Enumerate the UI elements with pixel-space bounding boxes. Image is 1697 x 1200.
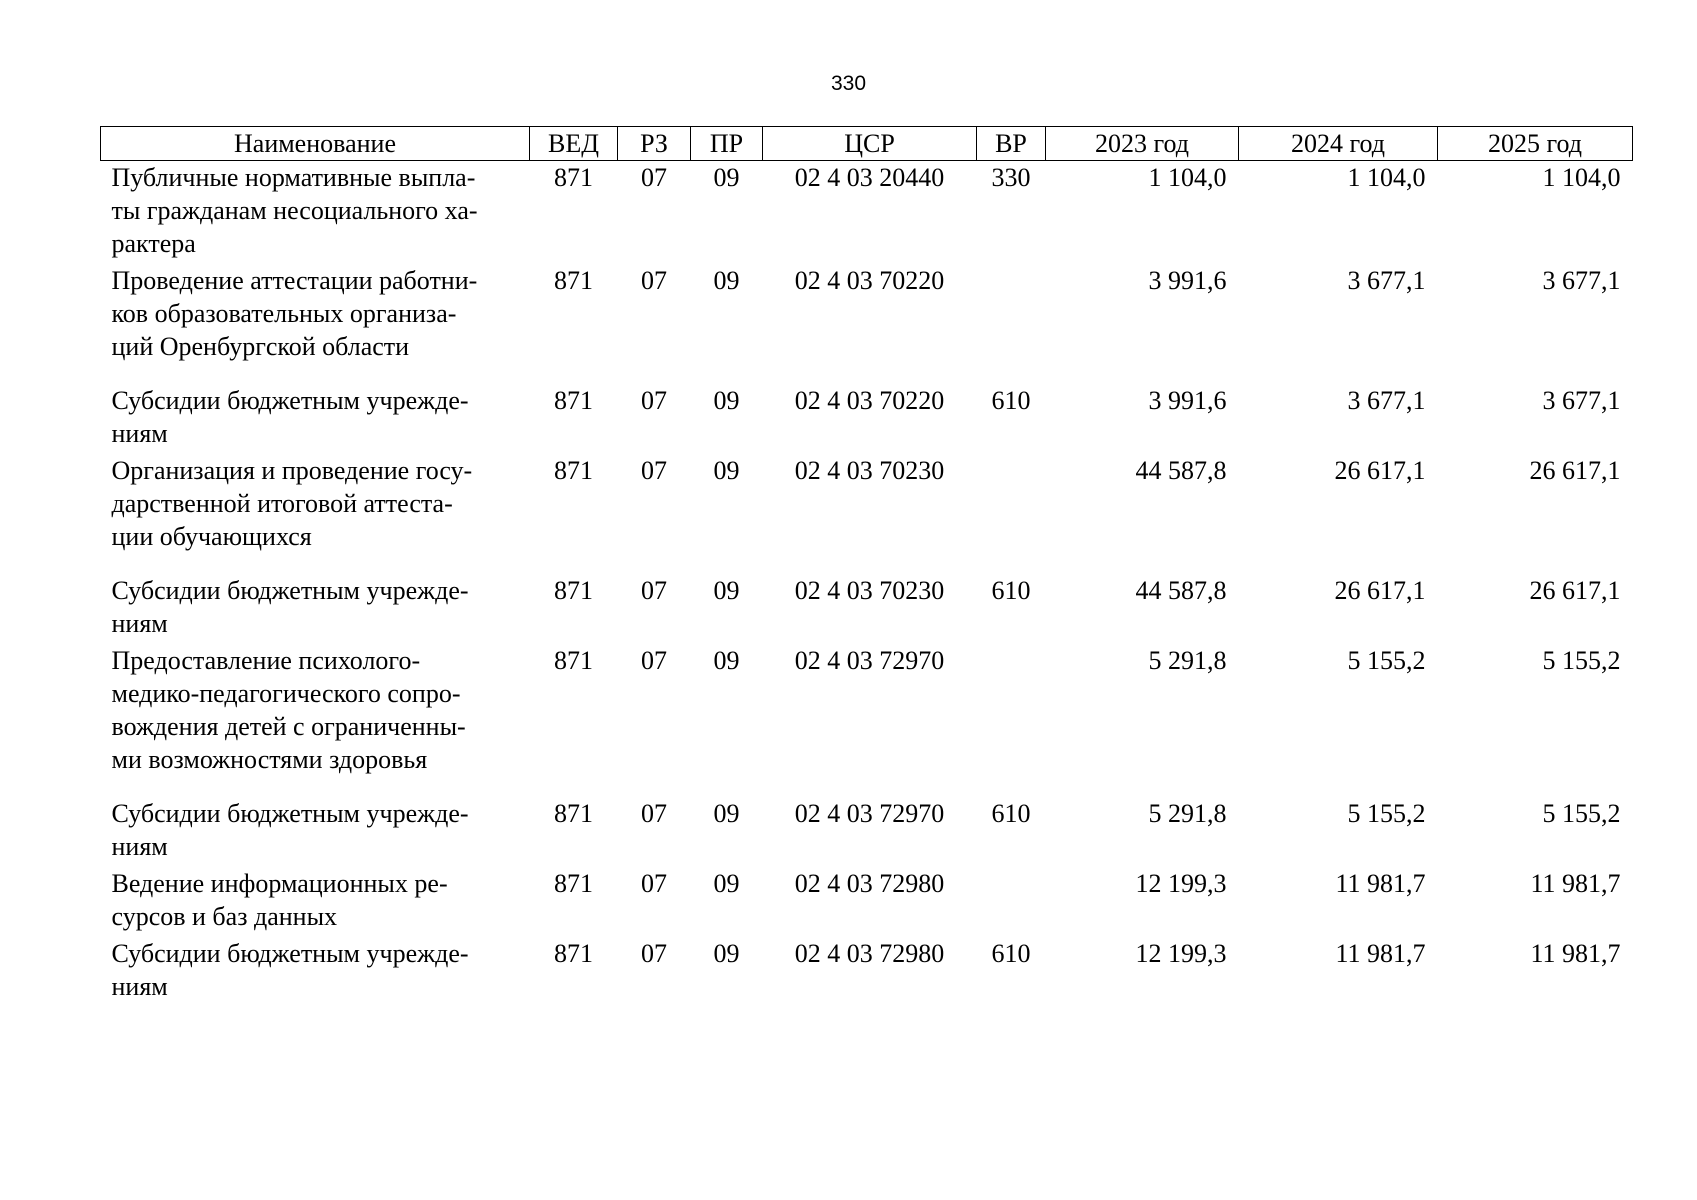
table-row: [101, 454, 1633, 574]
header-rz: РЗ: [618, 127, 691, 161]
cell-name: [101, 867, 530, 937]
page-number: 330: [830, 72, 867, 95]
table-row: [101, 644, 1633, 797]
cell-2023: 3 991,6: [1148, 386, 1227, 415]
cell-pr: 09: [713, 799, 740, 828]
header-ved: ВЕД: [530, 127, 618, 161]
name-line: Ведение информационных ре-: [111, 869, 448, 898]
cell-2025: 26 617,1: [1529, 456, 1621, 485]
header-vr: ВР: [977, 127, 1046, 161]
header-2023: 2023 год: [1046, 127, 1239, 161]
budget-table: [100, 126, 1633, 1003]
cell-name: [101, 644, 530, 797]
cell-ved: 871: [554, 646, 593, 675]
header-pr: ПР: [691, 127, 763, 161]
cell-ved: 871: [554, 386, 593, 415]
cell-csr: 02 4 03 70230: [794, 576, 945, 605]
cell-vr: [977, 867, 1046, 937]
name-line: ции обучающихся: [111, 522, 312, 551]
name-line: Организация и проведение госу-: [111, 456, 473, 485]
table-header-row: [101, 127, 1633, 161]
cell-rz: 07: [641, 456, 667, 485]
table-row: [101, 867, 1633, 937]
cell-name: [101, 937, 530, 1003]
name-line: ниям: [111, 419, 168, 448]
cell-ved: 871: [554, 799, 593, 828]
name-line: ций Оренбургской области: [111, 332, 410, 361]
cell-2024: 5 155,2: [1347, 799, 1426, 828]
cell-2025: 5 155,2: [1542, 799, 1621, 828]
cell-2023: 12 199,3: [1135, 939, 1227, 968]
cell-2025: 3 677,1: [1542, 266, 1621, 295]
name-line: Публичные нормативные выпла-: [111, 163, 476, 192]
cell-2024: 3 677,1: [1347, 266, 1426, 295]
cell-2023: 3 991,6: [1148, 266, 1227, 295]
cell-2024: 26 617,1: [1334, 576, 1426, 605]
name-line: Субсидии бюджетным учрежде-: [111, 576, 469, 605]
cell-2025: 11 981,7: [1530, 939, 1621, 968]
cell-vr: [977, 644, 1046, 797]
cell-name: [101, 264, 530, 384]
cell-csr: 02 4 03 72980: [794, 939, 945, 968]
cell-2024: 3 677,1: [1347, 386, 1426, 415]
cell-vr: 610: [991, 386, 1031, 415]
cell-rz: 07: [641, 869, 667, 898]
cell-ved: 871: [554, 163, 593, 192]
cell-csr: 02 4 03 72980: [794, 869, 945, 898]
cell-rz: 07: [641, 576, 667, 605]
cell-2023: 1 104,0: [1148, 163, 1227, 192]
cell-2025: 3 677,1: [1542, 386, 1621, 415]
cell-ved: 871: [554, 869, 593, 898]
cell-pr: 09: [713, 939, 740, 968]
cell-2024: 1 104,0: [1347, 163, 1426, 192]
table-row: [101, 264, 1633, 384]
name-line: дарственной итоговой аттеста-: [111, 489, 453, 518]
table-row: [101, 937, 1633, 1003]
name-line: ков образовательных организа-: [111, 299, 457, 328]
cell-pr: 09: [713, 386, 740, 415]
cell-pr: 09: [713, 266, 740, 295]
cell-csr: 02 4 03 70230: [794, 456, 945, 485]
cell-vr: 610: [991, 939, 1031, 968]
cell-rz: 07: [641, 646, 667, 675]
cell-ved: 871: [554, 456, 593, 485]
name-line: ниям: [111, 609, 168, 638]
cell-2025: 26 617,1: [1529, 576, 1621, 605]
cell-pr: 09: [713, 576, 740, 605]
table-row: [101, 384, 1633, 454]
cell-2024: 5 155,2: [1347, 646, 1426, 675]
cell-2025: 1 104,0: [1542, 163, 1621, 192]
cell-pr: 09: [713, 869, 740, 898]
cell-ved: 871: [554, 266, 593, 295]
cell-pr: 09: [713, 646, 740, 675]
name-line: ниям: [111, 972, 168, 1001]
cell-2023: 44 587,8: [1135, 456, 1227, 485]
name-line: сурсов и баз данных: [111, 902, 338, 931]
cell-vr: 330: [991, 163, 1031, 192]
cell-2025: 11 981,7: [1530, 869, 1621, 898]
cell-2024: 26 617,1: [1334, 456, 1426, 485]
header-csr: ЦСР: [763, 127, 977, 161]
cell-pr: 09: [713, 163, 740, 192]
cell-vr: [977, 454, 1046, 574]
cell-vr: [977, 264, 1046, 384]
name-line: ми возможностями здоровья: [111, 745, 428, 774]
header-name: Наименование: [101, 127, 530, 161]
cell-name: [101, 574, 530, 644]
cell-2023: 44 587,8: [1135, 576, 1227, 605]
cell-csr: 02 4 03 72970: [794, 646, 945, 675]
cell-name: [101, 454, 530, 574]
cell-vr: 610: [991, 799, 1031, 828]
cell-2024: 11 981,7: [1335, 939, 1426, 968]
name-line: рактера: [111, 229, 196, 258]
cell-ved: 871: [554, 939, 593, 968]
cell-2023: 5 291,8: [1148, 646, 1227, 675]
name-line: ниям: [111, 832, 168, 861]
cell-csr: 02 4 03 70220: [794, 386, 945, 415]
cell-rz: 07: [641, 266, 667, 295]
cell-name: [101, 161, 530, 265]
cell-2023: 12 199,3: [1135, 869, 1227, 898]
cell-csr: 02 4 03 70220: [794, 266, 945, 295]
name-line: вождения детей с ограниченны-: [111, 712, 466, 741]
name-line: Предоставление психолого-: [111, 646, 421, 675]
name-line: Субсидии бюджетным учрежде-: [111, 939, 469, 968]
name-line: ты гражданам несоциального ха-: [111, 196, 478, 225]
cell-rz: 07: [641, 386, 667, 415]
name-line: Субсидии бюджетным учрежде-: [111, 799, 469, 828]
name-line: Субсидии бюджетным учрежде-: [111, 386, 469, 415]
cell-2025: 5 155,2: [1542, 646, 1621, 675]
table-body: [101, 161, 1633, 1004]
cell-csr: 02 4 03 72970: [794, 799, 945, 828]
cell-rz: 07: [641, 163, 667, 192]
cell-name: [101, 384, 530, 454]
cell-csr: 02 4 03 20440: [794, 163, 945, 192]
cell-vr: 610: [991, 576, 1031, 605]
header-2025: 2025 год: [1438, 127, 1633, 161]
cell-rz: 07: [641, 939, 667, 968]
header-2024: 2024 год: [1239, 127, 1438, 161]
name-line: Проведение аттестации работни-: [111, 266, 478, 295]
cell-name: [101, 797, 530, 867]
table-row: [101, 797, 1633, 867]
table-row: [101, 161, 1633, 265]
table-row: [101, 574, 1633, 644]
name-line: медико-педагогического сопро-: [111, 679, 461, 708]
cell-pr: 09: [713, 456, 740, 485]
cell-rz: 07: [641, 799, 667, 828]
cell-2023: 5 291,8: [1148, 799, 1227, 828]
cell-2024: 11 981,7: [1335, 869, 1426, 898]
cell-ved: 871: [554, 576, 593, 605]
